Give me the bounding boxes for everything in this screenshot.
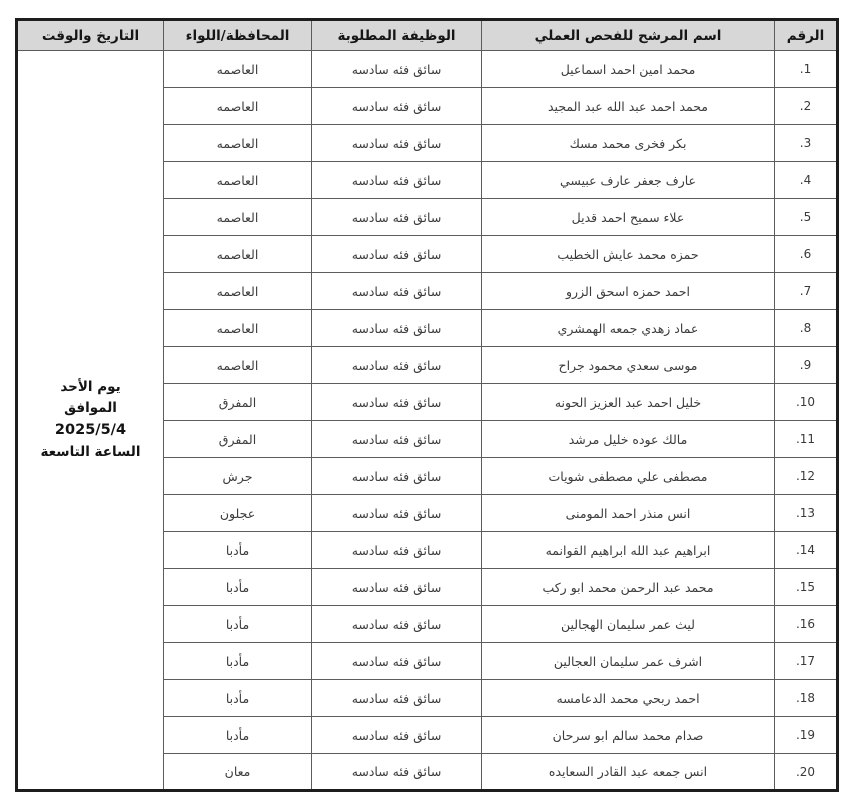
job-cell: سائق فئه سادسه	[312, 384, 482, 421]
col-header-job: الوظيفة المطلوبة	[312, 20, 482, 51]
row-number-cell: 9.	[775, 347, 838, 384]
row-number-cell: 19.	[775, 717, 838, 754]
job-cell: سائق فئه سادسه	[312, 569, 482, 606]
col-header-name: اسم المرشح للفحص العملي	[482, 20, 775, 51]
governorate-cell: عجلون	[164, 495, 312, 532]
row-number-cell: 4.	[775, 162, 838, 199]
row-number-cell: 16.	[775, 606, 838, 643]
candidate-name-cell: ابراهيم عبد الله ابراهيم القوانمه	[482, 532, 775, 569]
row-number-cell: 10.	[775, 384, 838, 421]
governorate-cell: المفرق	[164, 384, 312, 421]
candidate-name-cell: علاء سميح احمد قديل	[482, 199, 775, 236]
job-cell: سائق فئه سادسه	[312, 199, 482, 236]
col-header-number: الرقم	[775, 20, 838, 51]
document-page	[15, 18, 839, 792]
candidate-name-cell: احمد حمزه اسحق الزرو	[482, 273, 775, 310]
job-cell: سائق فئه سادسه	[312, 532, 482, 569]
job-cell: سائق فئه سادسه	[312, 680, 482, 717]
row-number-cell: 11.	[775, 421, 838, 458]
job-cell: سائق فئه سادسه	[312, 421, 482, 458]
date-time-line: الساعة التاسعة	[40, 443, 141, 460]
candidate-name-cell: مالك عوده خليل مرشد	[482, 421, 775, 458]
candidate-name-cell: احمد ربحي محمد الدعامسه	[482, 680, 775, 717]
candidate-name-cell: خليل احمد عبد العزيز الحونه	[482, 384, 775, 421]
row-number-cell: 20.	[775, 754, 838, 791]
governorate-cell: العاصمه	[164, 162, 312, 199]
candidate-name-cell: صدام محمد سالم ابو سرحان	[482, 717, 775, 754]
job-cell: سائق فئه سادسه	[312, 88, 482, 125]
job-cell: سائق فئه سادسه	[312, 754, 482, 791]
job-cell: سائق فئه سادسه	[312, 125, 482, 162]
governorate-cell: العاصمه	[164, 347, 312, 384]
job-cell: سائق فئه سادسه	[312, 606, 482, 643]
governorate-cell: العاصمه	[164, 236, 312, 273]
row-number-cell: 17.	[775, 643, 838, 680]
row-number-cell: 14.	[775, 532, 838, 569]
job-cell: سائق فئه سادسه	[312, 162, 482, 199]
governorate-cell: العاصمه	[164, 199, 312, 236]
candidate-name-cell: محمد امين احمد اسماعيل	[482, 51, 775, 88]
candidate-name-cell: حمزه محمد عايش الخطيب	[482, 236, 775, 273]
job-cell: سائق فئه سادسه	[312, 51, 482, 88]
date-time-cell	[17, 51, 164, 791]
candidate-name-cell: محمد احمد عبد الله عبد المجيد	[482, 88, 775, 125]
job-cell: سائق فئه سادسه	[312, 347, 482, 384]
candidate-name-cell: عارف جعفر عارف عبيسي	[482, 162, 775, 199]
governorate-cell: العاصمه	[164, 88, 312, 125]
col-header-datetime: التاريخ والوقت	[17, 20, 164, 51]
row-number-cell: 13.	[775, 495, 838, 532]
date-time-line: الموافق	[64, 400, 117, 417]
job-cell: سائق فئه سادسه	[312, 717, 482, 754]
row-number-cell: 1.	[775, 51, 838, 88]
row-number-cell: 6.	[775, 236, 838, 273]
job-cell: سائق فئه سادسه	[312, 458, 482, 495]
job-cell: سائق فئه سادسه	[312, 236, 482, 273]
row-number-cell: 2.	[775, 88, 838, 125]
governorate-cell: مأدبا	[164, 532, 312, 569]
job-cell: سائق فئه سادسه	[312, 643, 482, 680]
date-time-line: يوم الأحد	[60, 379, 121, 396]
candidate-name-cell: عماد زهدي جمعه الهمشري	[482, 310, 775, 347]
governorate-cell: معان	[164, 754, 312, 791]
date-time-line: 2025/5/4	[54, 422, 127, 439]
job-cell: سائق فئه سادسه	[312, 273, 482, 310]
governorate-cell: مأدبا	[164, 680, 312, 717]
row-number-cell: 8.	[775, 310, 838, 347]
candidate-name-cell: ليث عمر سليمان الهجالين	[482, 606, 775, 643]
candidate-name-cell: مصطفى علي مصطفى شويات	[482, 458, 775, 495]
row-number-cell: 15.	[775, 569, 838, 606]
row-number-cell: 3.	[775, 125, 838, 162]
candidate-name-cell: بكر فخرى محمد مسك	[482, 125, 775, 162]
row-number-cell: 12.	[775, 458, 838, 495]
governorate-cell: العاصمه	[164, 125, 312, 162]
row-number-cell: 5.	[775, 199, 838, 236]
job-cell: سائق فئه سادسه	[312, 310, 482, 347]
candidate-name-cell: انس جمعه عبد القادر السعايده	[482, 754, 775, 791]
candidates-table	[15, 18, 839, 792]
candidate-name-cell: موسى سعدي محمود جراح	[482, 347, 775, 384]
governorate-cell: العاصمه	[164, 273, 312, 310]
header-row	[17, 20, 838, 51]
row-number-cell: 7.	[775, 273, 838, 310]
table-body	[17, 51, 838, 791]
governorate-cell: مأدبا	[164, 643, 312, 680]
job-cell: سائق فئه سادسه	[312, 495, 482, 532]
governorate-cell: مأدبا	[164, 569, 312, 606]
governorate-cell: مأدبا	[164, 717, 312, 754]
candidate-name-cell: اشرف عمر سليمان العجالين	[482, 643, 775, 680]
col-header-governorate: المحافظة/اللواء	[164, 20, 312, 51]
candidate-name-cell: محمد عبد الرحمن محمد ابو ركب	[482, 569, 775, 606]
row-number-cell: 18.	[775, 680, 838, 717]
governorate-cell: مأدبا	[164, 606, 312, 643]
candidate-name-cell: انس منذر احمد المومنى	[482, 495, 775, 532]
governorate-cell: جرش	[164, 458, 312, 495]
table-row	[17, 51, 838, 88]
governorate-cell: العاصمه	[164, 51, 312, 88]
governorate-cell: العاصمه	[164, 310, 312, 347]
governorate-cell: المفرق	[164, 421, 312, 458]
